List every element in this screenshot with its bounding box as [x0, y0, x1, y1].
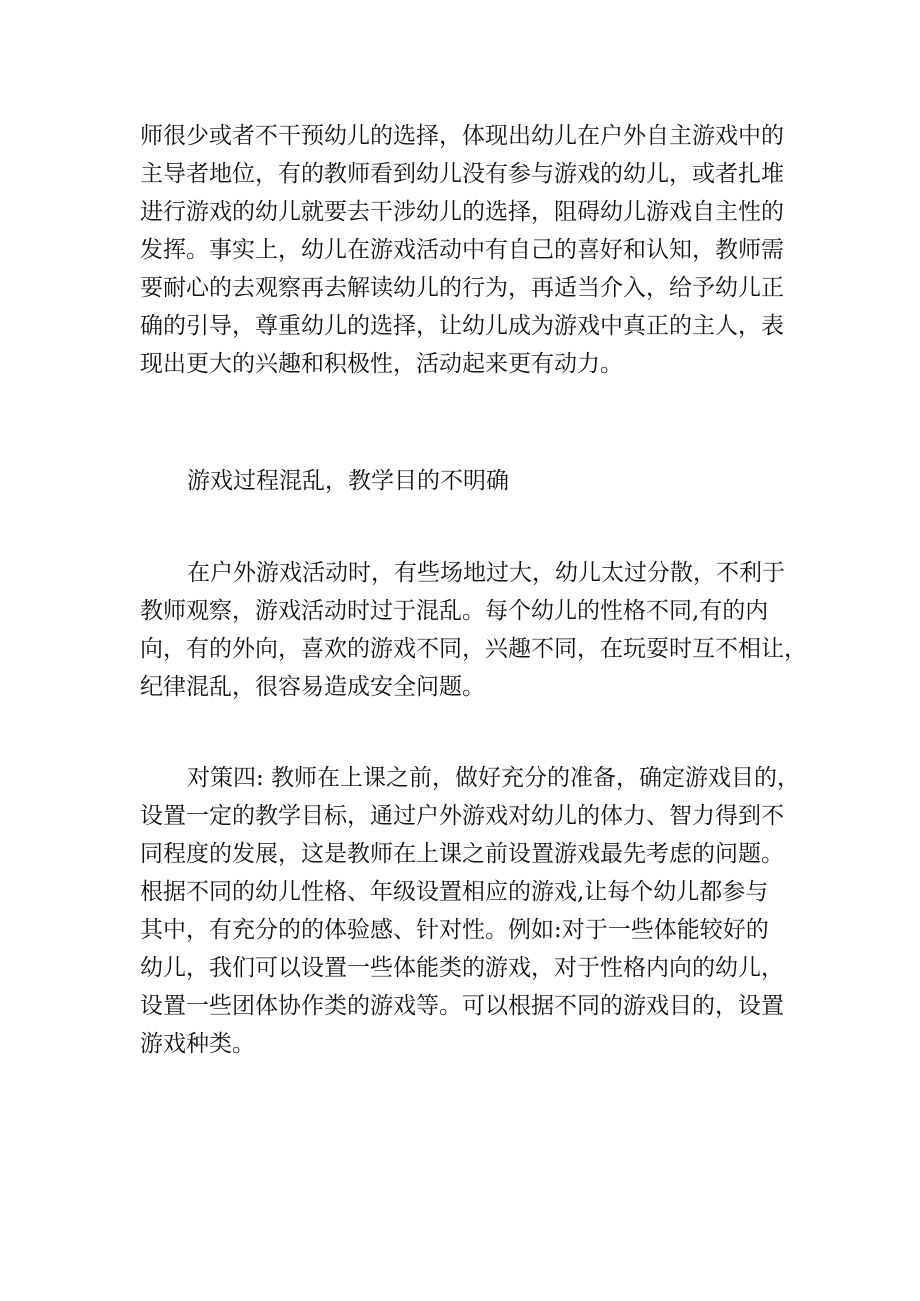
paragraph-1-line-7: 现出更大的兴趣和积极性，活动起来更有动力。 — [140, 351, 623, 377]
section-heading: 游戏过程混乱，教学目的不明确 — [187, 468, 509, 494]
paragraph-3-line-8: 游戏种类。 — [140, 1031, 255, 1057]
paragraph-3-line-4: 根据不同的幼儿性格、年级设置相应的游戏,让每个幼儿都参与 — [140, 879, 769, 905]
paragraph-2-line-1: 在户外游戏活动时，有些场地过大，幼儿太过分散，不利于 — [187, 560, 785, 586]
paragraph-3-line-1: 对策四: 教师在上课之前，做好充分的准备，确定游戏目的， — [187, 765, 801, 791]
paragraph-3-line-6: 幼儿，我们可以设置一些体能类的游戏，对于性格内向的幼儿， — [140, 955, 784, 981]
paragraph-1-line-2: 主导者地位，有的教师看到幼儿没有参与游戏的幼儿，或者扎堆 — [140, 161, 784, 187]
paragraph-1-line-3: 进行游戏的幼儿就要去干涉幼儿的选择，阻碍幼儿游戏自主性的 — [140, 199, 784, 225]
paragraph-2-line-3: 向，有的外向，喜欢的游戏不同，兴趣不同，在玩耍时互不相让， — [140, 636, 807, 662]
paragraph-3-line-5: 其中，有充分的的体验感、针对性。例如:对于一些体能较好的 — [140, 917, 769, 943]
paragraph-1-line-5: 要耐心的去观察再去解读幼儿的行为，再适当介入，给予幼儿正 — [140, 275, 784, 301]
paragraph-3-line-7: 设置一些团体协作类的游戏等。可以根据不同的游戏目的，设置 — [140, 993, 784, 1019]
paragraph-1-line-4: 发挥。事实上，幼儿在游戏活动中有自己的喜好和认知，教师需 — [140, 237, 784, 263]
paragraph-3-line-2: 设置一定的教学目标，通过户外游戏对幼儿的体力、智力得到不 — [140, 803, 784, 829]
paragraph-3-line-3: 同程度的发展，这是教师在上课之前设置游戏最先考虑的问题。 — [140, 841, 784, 867]
paragraph-2-line-2: 教师观察，游戏活动时过于混乱。每个幼儿的性格不同,有的内 — [140, 598, 769, 624]
paragraph-1-line-1: 师很少或者不干预幼儿的选择，体现出幼儿在户外自主游戏中的 — [140, 123, 784, 149]
paragraph-1-line-6: 确的引导，尊重幼儿的选择，让幼儿成为游戏中真正的主人，表 — [140, 313, 784, 339]
paragraph-2-line-4: 纪律混乱，很容易造成安全问题。 — [140, 674, 485, 700]
